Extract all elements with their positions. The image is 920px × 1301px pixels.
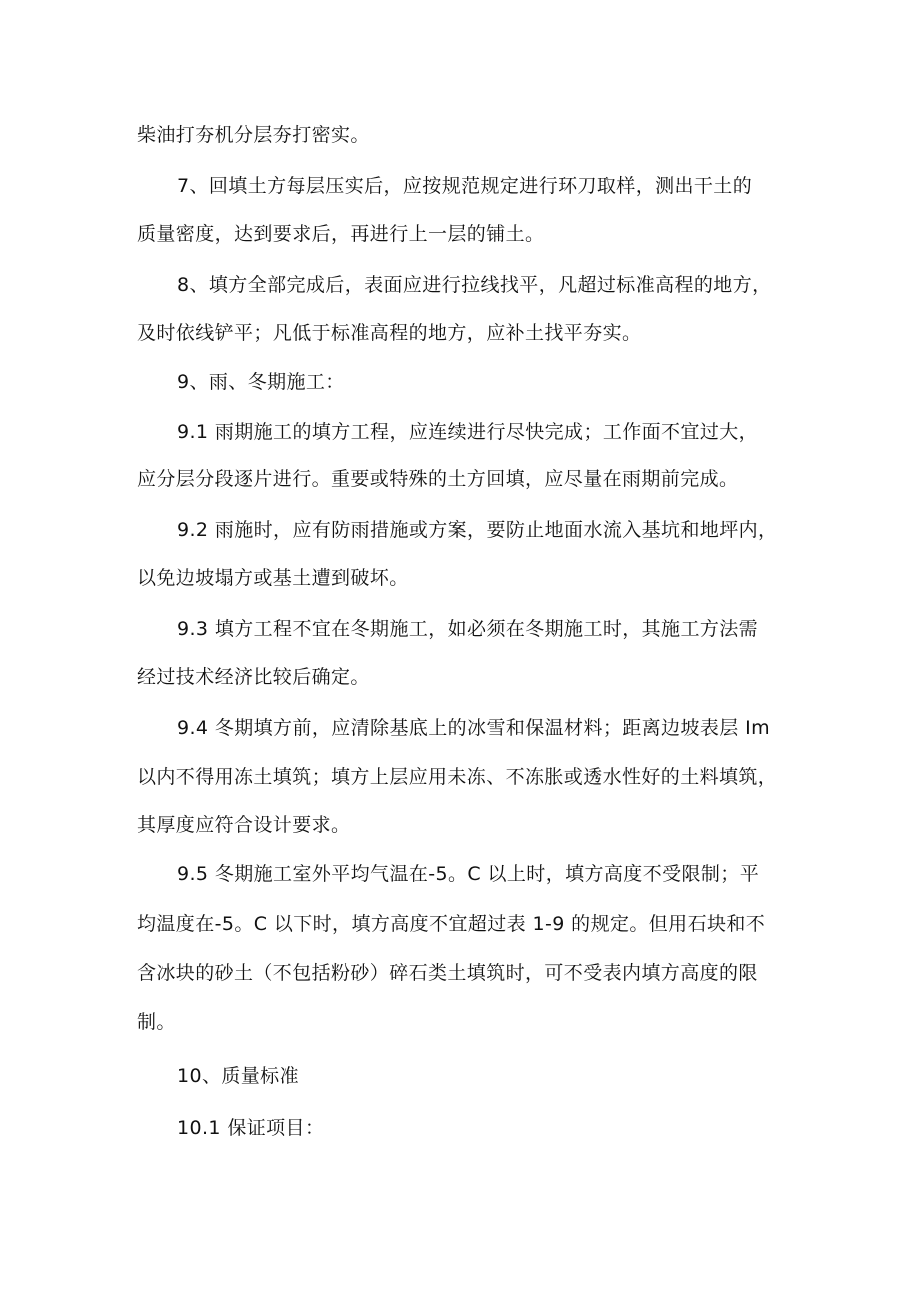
text-line: 9.1 雨期施工的填方工程，应连续进行尽快完成；工作面不宜过大， [177,421,759,443]
text-line: 质量密度，达到要求后，再进行上一层的铺土。 [137,223,545,245]
text-line: 9、雨、冬期施工： [177,371,345,393]
section-heading: 10、质量标准 [177,1065,299,1087]
text-line: 9.4 冬期填方前，应清除基底上的冰雪和保温材料；距离边坡表层 Im [177,717,771,739]
text-line: 9.5 冬期施工室外平均气温在-5。C 以上时，填方高度不受限制；平 [177,863,760,885]
text-line: 柴油打夯机分层夯打密实。 [137,124,370,146]
text-line: 及时依线铲平；凡低于标准高程的地方，应补土找平夯实。 [137,322,642,344]
text-line: 制。 [137,1011,176,1033]
text-line: 均温度在-5。C 以下时，填方高度不宜超过表 1-9 的规定。但用石块和不 [137,913,766,935]
text-line: 以内不得用冻土填筑；填方上层应用未冻、不冻胀或透水性好的土料填筑， [137,766,778,788]
text-line: 应分层分段逐片进行。重要或特殊的土方回填，应尽量在雨期前完成。 [137,468,739,490]
text-line: 9.2 雨施时，应有防雨措施或方案，要防止地面水流入基坑和地坪内， [177,519,778,541]
text-line: 9.3 填方工程不宜在冬期施工，如必须在冬期施工时，其施工方法需 [177,618,759,640]
text-line: 其厚度应符合设计要求。 [137,814,351,836]
text-line: 经过技术经济比较后确定。 [137,666,370,688]
text-line: 以免边坡塌方或基土遭到破坏。 [137,567,409,589]
text-line: 7、回填土方每层压实后，应按规范规定进行环刀取样，测出干土的 [177,175,753,197]
subsection-heading: 10.1 保证项目： [177,1117,325,1139]
text-line: 含冰块的砂土（不包括粉砂）碎石类土填筑时，可不受表内填方高度的限 [137,962,758,984]
text-line: 8、填方全部完成后，表面应进行拉线找平，凡超过标准高程的地方， [177,274,772,296]
